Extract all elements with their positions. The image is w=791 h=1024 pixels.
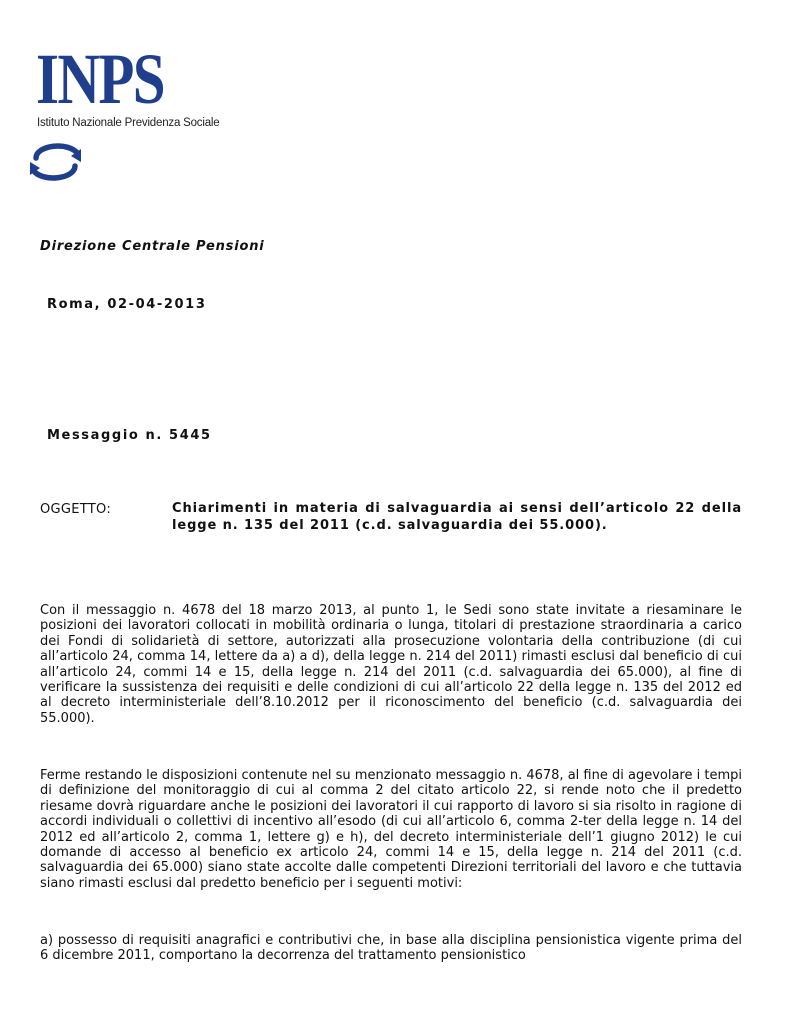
message-number: Messaggio n. 5445	[47, 428, 212, 443]
inps-emblem-icon	[27, 137, 83, 187]
body-paragraph-2: Ferme restando le disposizioni contenute nel su menzionato messaggio n. 4678, al fine di agevolare i tempi di definizione del monitoraggio di cui al comma 2 del citato articolo 22, si rende noto che il predetto riesame dovrà riguardare anche le posizioni dei lavoratori il cui rapporto di lavoro si sia risolto in ragione di accordi individuali o collettivi di incentivo all’esodo (di cui all’articolo 6, comma 2-ter della legge n. 14 del 2012 ed all’articolo 2, comma 1, lettere g) e h), del decreto interministeriale dell’1 giugno 2012) le cui domande di accesso al beneficio ex articolo 24, commi 14 e 15, della legge n. 214 del 2011 (c.d. salvaguardia dei 65.000) siano state accolte dalle competenti Direzioni territoriali del lavoro e che tuttavia siano rimasti esclusi dal predetto beneficio per i seguenti motivi:	[40, 768, 742, 891]
subject-label: OGGETTO:	[40, 502, 112, 517]
body-paragraph-1: Con il messaggio n. 4678 del 18 marzo 2013, al punto 1, le Sedi sono state invitate a riesaminare le posizioni dei lavoratori collocati in mobilità ordinaria o lunga, titolari di prestazione straordinaria a carico dei Fondi di solidarietà di settore, autorizzati alla prosecuzione volontaria della contribuzione (di cui all’articolo 24, comma 14, lettere da a) a d), della legge n. 214 del 2011) rimasti esclusi dal beneficio di cui all’articolo 24, commi 14 e 15, della legge n. 214 del 2011 (c.d. salvaguardia dei 65.000), al fine di verificare la sussistenza dei requisiti e delle condizioni di cui all’articolo 22 della legge n. 135 del 2012 ed al decreto interministeriale dell’8.10.2012 per il riconoscimento del beneficio (c.d. salvaguardia dei 55.000).	[40, 603, 742, 726]
department-name: Direzione Centrale Pensioni	[40, 239, 265, 254]
body-paragraph-3: a) possesso di requisiti anagrafici e contributivi che, in base alla disciplina pensionistica vigente prima del 6 dicembre 2011, comportano la decorrenza del trattamento pensionistico	[40, 933, 742, 964]
inps-logo-text: INPS	[36, 39, 164, 119]
document-date: Roma, 02-04-2013	[47, 297, 207, 312]
inps-logo-subtitle: Istituto Nazionale Previdenza Sociale	[37, 117, 220, 129]
subject-text: Chiarimenti in materia di salvaguardia ai sensi dell’articolo 22 della legge n. 135 del 2011 (c.d. salvaguardia dei 55.000).	[172, 501, 742, 533]
